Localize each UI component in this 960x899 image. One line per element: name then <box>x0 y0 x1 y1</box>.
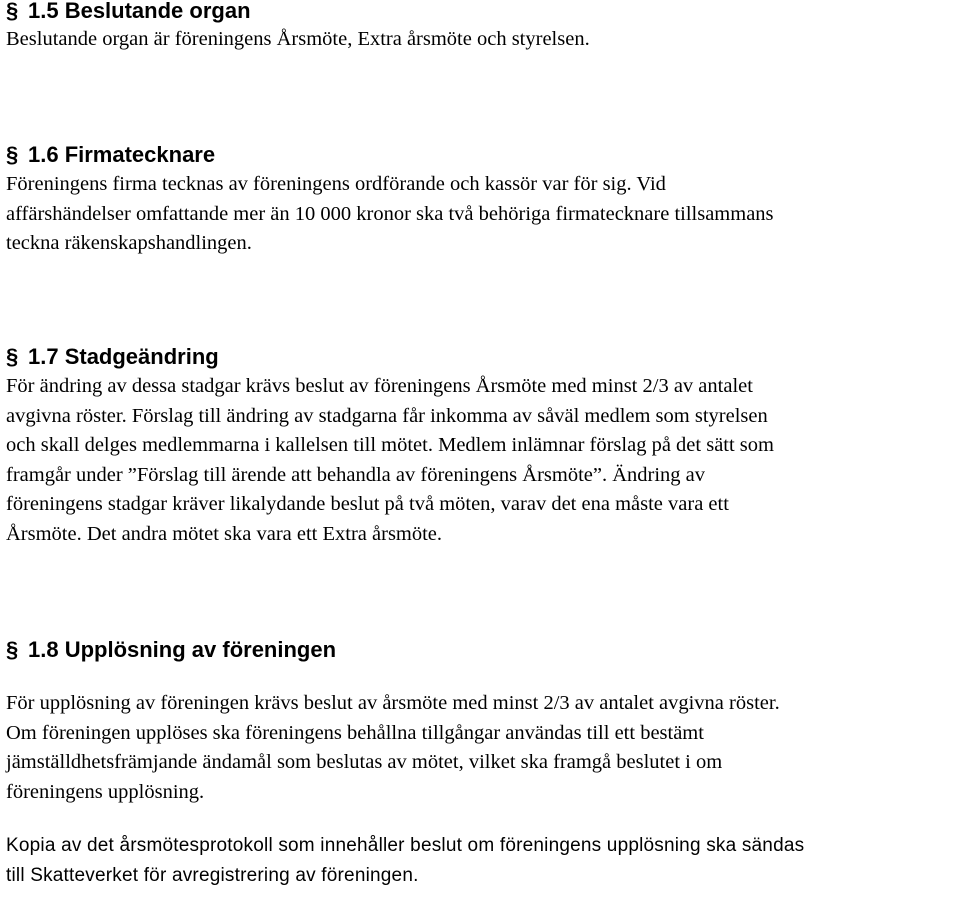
paragraph-line: avgivna röster. Förslag till ändring av stadgarna får inkomma av såväl medlem som styrelsen <box>6 404 768 427</box>
section-paragraph <box>6 25 956 55</box>
section-1-8 <box>6 635 956 890</box>
paragraph-line: teckna räkenskapshandlingen. <box>6 232 252 254</box>
section-heading <box>6 0 956 26</box>
section-paragraph <box>6 170 956 259</box>
section-sign: § <box>6 0 19 23</box>
section-heading <box>6 140 956 170</box>
paragraph-line: och skall delges medlemmarna i kallelsen till mötet. Medlem inlämnar förslag på det sätt som <box>6 434 774 456</box>
paragraph-line: föreningens upplösning. <box>6 780 205 803</box>
section-sign: § <box>6 142 19 167</box>
paragraph-line: jämställdhetsfrämjande ändamål som beslutas av mötet, vilket ska framgå beslutet i om <box>6 751 723 773</box>
paragraph-line: Om föreningen upplöses ska föreningens behållna tillgångar användas till ett bestämt <box>6 721 704 744</box>
section-heading <box>6 635 956 665</box>
section-title: 1.5 Beslutande organ <box>28 0 251 23</box>
section-sign: § <box>6 637 19 662</box>
section-title: 1.6 Firmatecknare <box>28 142 216 167</box>
section-1-7 <box>6 342 956 549</box>
section-paragraph <box>6 689 956 807</box>
paragraph-line: Beslutande organ är föreningens Årsmöte, Extra årsmöte och styrelsen. <box>6 28 590 50</box>
copy-notice-paragraph <box>6 831 956 890</box>
paragraph-line: För ändring av dessa stadgar krävs beslut av föreningens Årsmöte med minst 2/3 av antalet <box>6 375 753 397</box>
section-sign: § <box>6 344 19 369</box>
paragraph-line: Årsmöte. Det andra mötet ska vara ett Extra årsmöte. <box>6 522 443 545</box>
paragraph-line: Kopia av det årsmötesprotokoll som innehåller beslut om föreningens upplösning ska sändas <box>6 835 805 856</box>
section-paragraph <box>6 372 956 549</box>
paragraph-line: föreningens stadgar kräver likalydande beslut på två möten, varav det ena måste vara ett <box>6 493 729 515</box>
section-title: 1.8 Upplösning av föreningen <box>28 637 337 662</box>
paragraph-line: Föreningens firma tecknas av föreningens ordförande och kassör var för sig. Vid <box>6 173 666 195</box>
section-title: 1.7 Stadgeändring <box>28 344 219 369</box>
section-heading <box>6 342 956 372</box>
section-1-5 <box>6 0 956 55</box>
paragraph-line: För upplösning av föreningen krävs beslut av årsmöte med minst 2/3 av antalet avgivna röster. <box>6 692 780 714</box>
paragraph-line: till Skatteverket för avregistrering av föreningen. <box>6 864 419 886</box>
section-1-6 <box>6 140 956 259</box>
paragraph-line: affärshändelser omfattande mer än 10 000 kronor ska två behöriga firmatecknare tillsammans <box>6 202 774 225</box>
paragraph-line: framgår under ”Förslag till ärende att behandla av föreningens Årsmöte”. Ändring av <box>6 463 706 486</box>
